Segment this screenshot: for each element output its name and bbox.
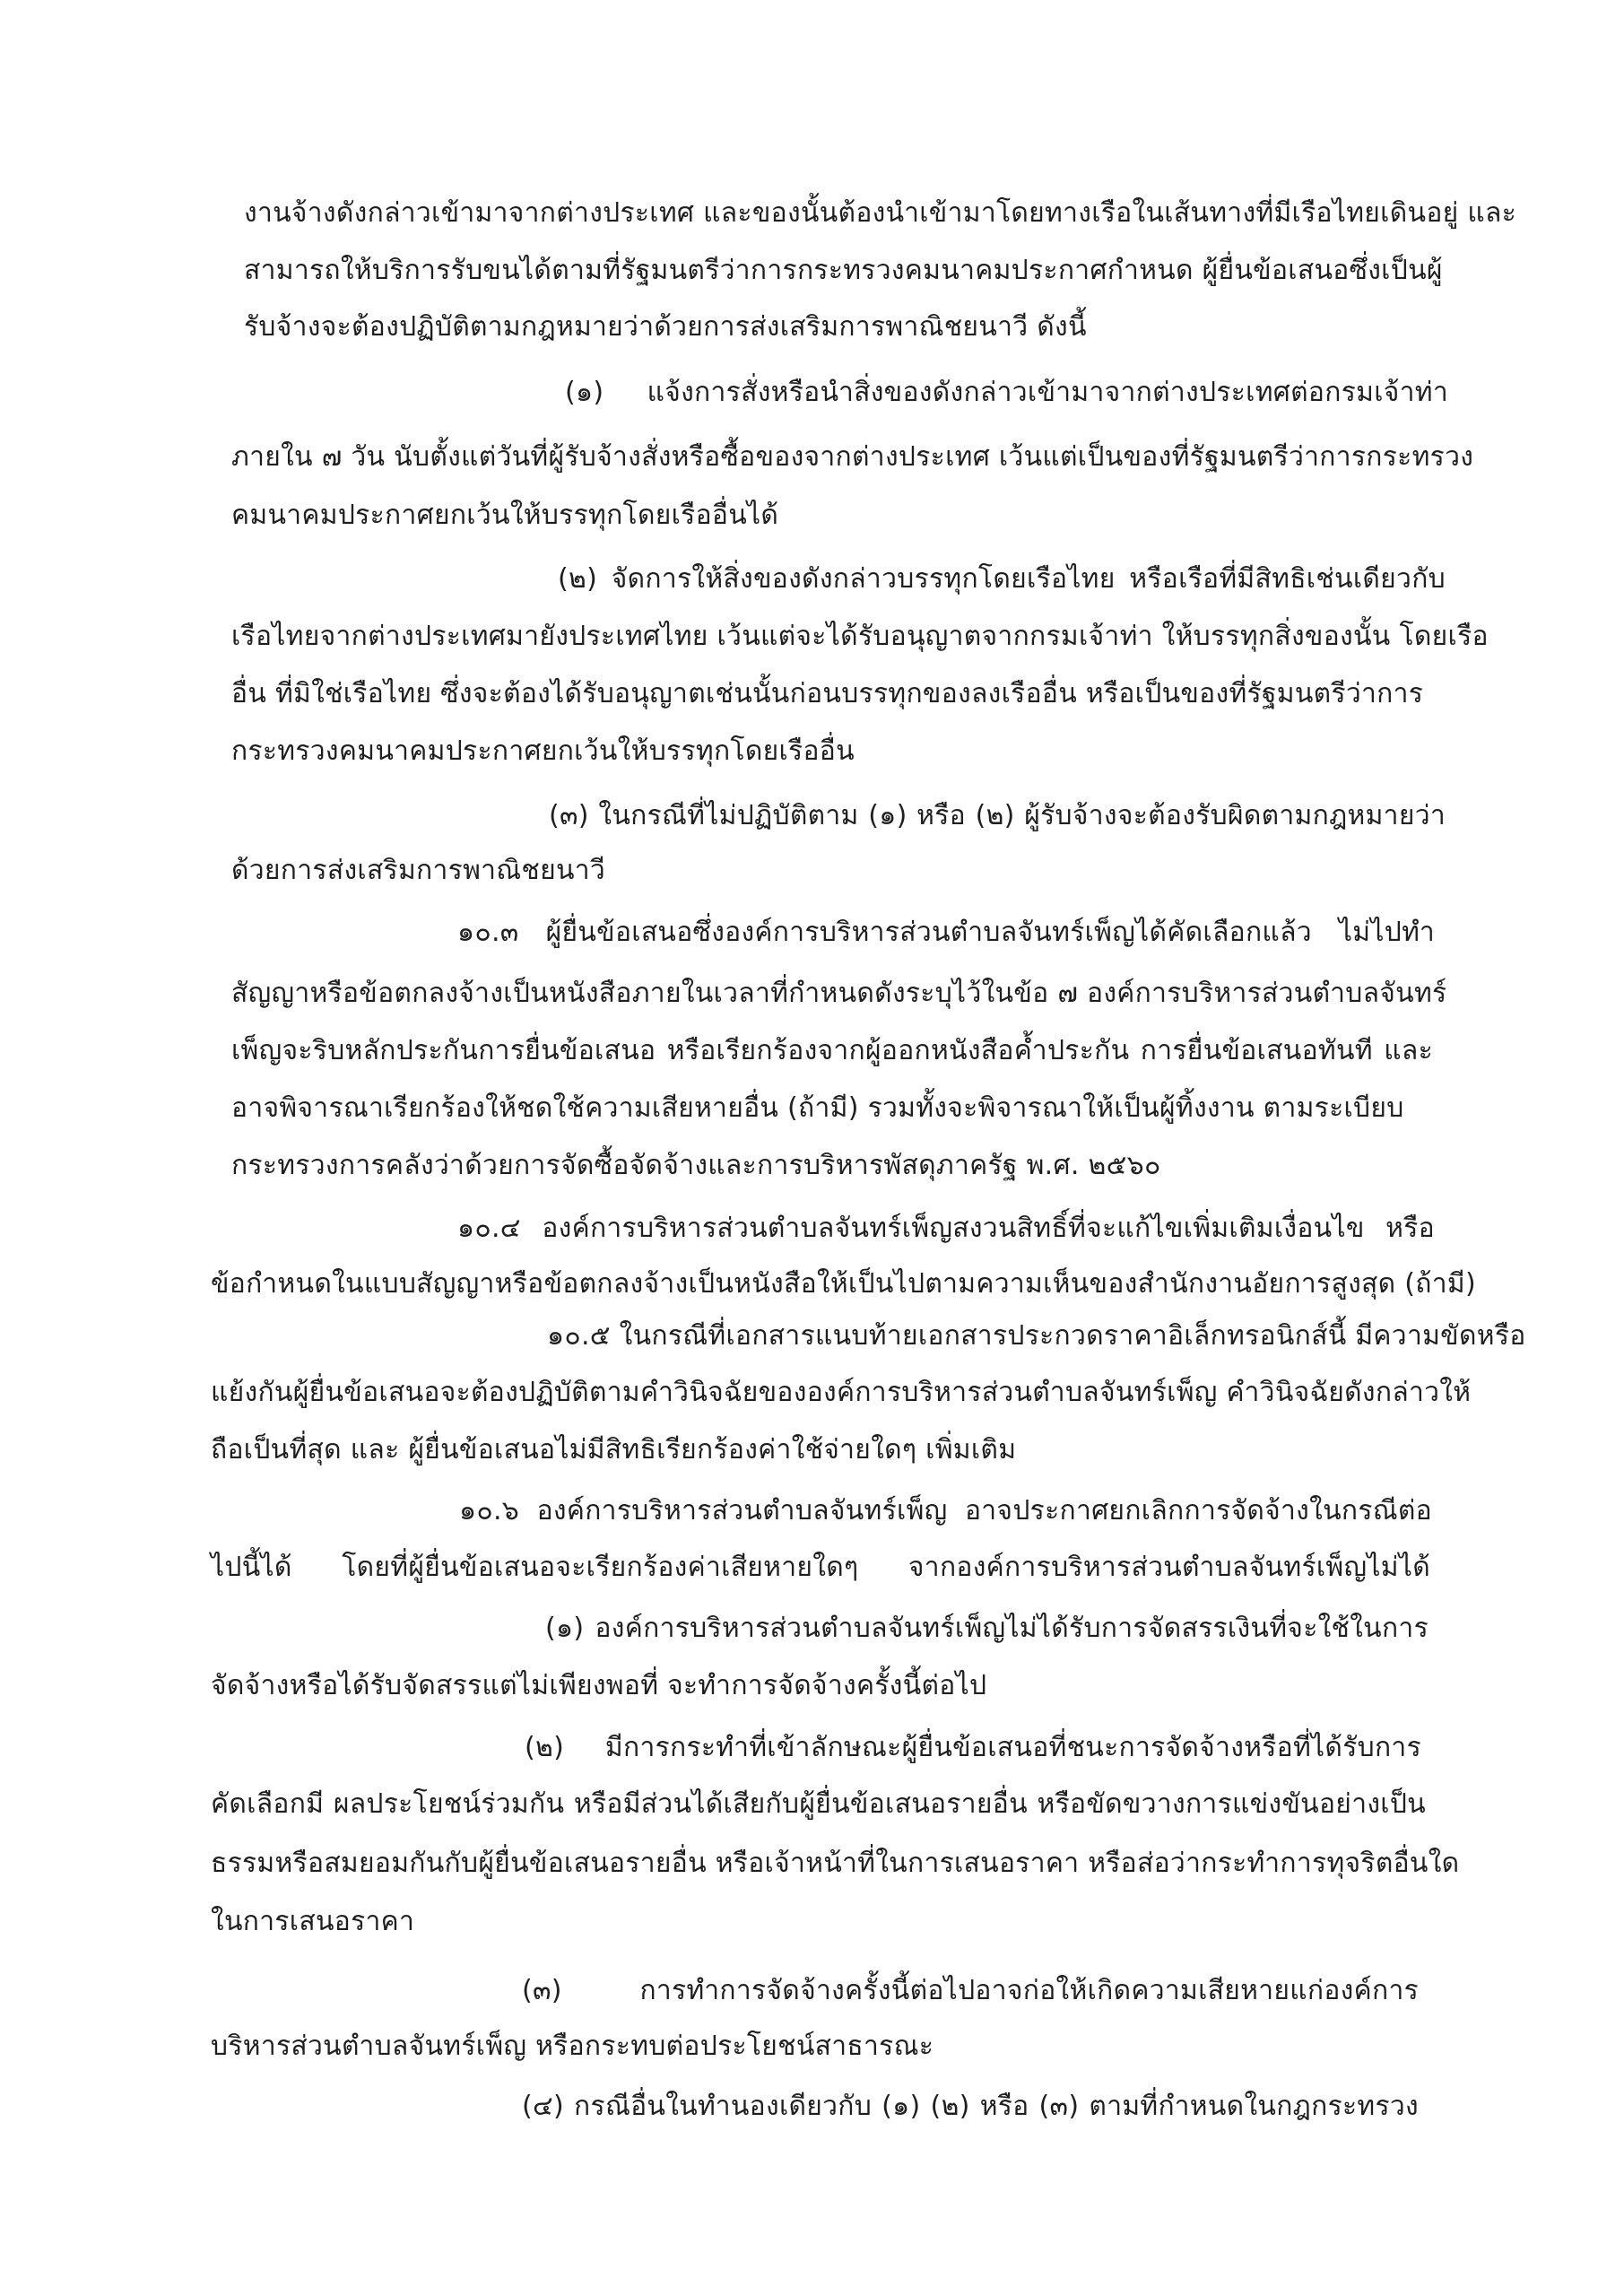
text-line: แย้งกันผู้ยื่นข้อเสนอจะต้องปฏิบัติตามคำวินิจฉัยขององค์การบริหารส่วนตำบลจันทร์เพ็ญ คำวินิจฉัยดังกล่าวให้ (211, 1377, 1472, 1408)
text-line: ด้วยการส่งเสริมการพาณิชยนาวี (231, 855, 606, 886)
text-line: เรือไทยจากต่างประเทศมายังประเทศไทย เว้นแต่จะได้รับอนุญาตจากกรมเจ้าท่า ให้บรรทุกสิ่งของนั้น โดยเรือ (231, 621, 1489, 652)
text-line: ๑๐.๖ องค์การบริหารส่วนตำบลจันทร์เพ็ญ อาจประกาศยกเลิกการจัดจ้างในกรณีต่อ (459, 1495, 1432, 1526)
text-line: (๓) การทำการจัดจ้างครั้งนี้ต่อไปอาจก่อให้เกิดความเสียหายแก่องค์การ (522, 1975, 1419, 2006)
text-line: ๑๐.๔ องค์การบริหารส่วนตำบลจันทร์เพ็ญสงวนสิทธิ์ที่จะแก้ไขเพิ่มเติมเงื่อนไข หรือ (457, 1213, 1435, 1244)
text-line: (๔) กรณีอื่นในทำนองเดียวกับ (๑) (๒) หรือ (๓) ตามที่กำหนดในกฎกระทรวง (522, 2091, 1419, 2122)
text-line: คัดเลือกมี ผลประโยชน์ร่วมกัน หรือมีส่วนได้เสียกับผู้ยื่นข้อเสนอรายอื่น หรือขัดขวางการแข่งขันอย่างเป็น (211, 1788, 1426, 1820)
text-line: ๑๐.๕ ในกรณีที่เอกสารแนบท้ายเอกสารประกวดราคาอิเล็กทรอนิกส์นี้ มีความขัดหรือ (547, 1320, 1526, 1352)
text-line: ในการเสนอราคา (211, 1906, 415, 1937)
text-line: สัญญาหรือข้อตกลงจ้างเป็นหนังสือภายในเวลาที่กำหนดดังระบุไว้ในข้อ ๗ องค์การบริหารส่วนตำบลจันทร์ (231, 978, 1447, 1009)
text-line: ธรรมหรือสมยอมกันกับผู้ยื่นข้อเสนอรายอื่น หรือเจ้าหน้าที่ในการเสนอราคา หรือส่อว่ากระทำการทุจริตอื่นใด (211, 1848, 1460, 1879)
text-line: เพ็ญจะริบหลักประกันการยื่นข้อเสนอ หรือเรียกร้องจากผู้ออกหนังสือค้ำประกัน การยื่นข้อเสนอทันที และ (231, 1035, 1433, 1066)
text-line: อื่น ที่มิใช่เรือไทย ซึ่งจะต้องได้รับอนุญาตเช่นนั้นก่อนบรรทุกของลงเรืออื่น หรือเป็นของที่รัฐมนตรีว่าการ (231, 678, 1424, 709)
text-line: (๑) องค์การบริหารส่วนตำบลจันทร์เพ็ญไม่ได้รับการจัดสรรเงินที่จะใช้ในการ (545, 1613, 1429, 1644)
text-line: (๓) ในกรณีที่ไม่ปฏิบัติตาม (๑) หรือ (๒) ผู้รับจ้างจะต้องรับผิดตามกฎหมายว่า (549, 800, 1446, 831)
text-line: (๒) จัดการให้สิ่งของดังกล่าวบรรทุกโดยเรือไทย หรือเรือที่มีสิทธิเช่นเดียวกับ (558, 563, 1446, 595)
text-line: สามารถให้บริการรับขนได้ตามที่รัฐมนตรีว่าการกระทรวงคมนาคมประกาศกำหนด ผู้ยื่นข้อเสนอซึ่งเป็นผู้ (244, 255, 1443, 286)
text-line: รับจ้างจะต้องปฏิบัติตามกฎหมายว่าด้วยการส่งเสริมการพาณิชยนาวี ดังนี้ (244, 311, 1087, 343)
text-line: ไปนี้ได้ โดยที่ผู้ยื่นข้อเสนอจะเรียกร้องค่าเสียหายใดๆ จากองค์การบริหารส่วนตำบลจันทร์เพ็ญไม่ได้ (211, 1552, 1430, 1583)
text-line: ข้อกำหนดในแบบสัญญาหรือข้อตกลงจ้างเป็นหนังสือให้เป็นไปตามความเห็นของสำนักงานอัยการสูงสุด (ถ้ามี) (211, 1268, 1476, 1300)
text-line: คมนาคมประกาศยกเว้นให้บรรทุกโดยเรืออื่นได้ (231, 500, 779, 531)
text-line: กระทรวงคมนาคมประกาศยกเว้นให้บรรทุกโดยเรืออื่น (231, 735, 855, 767)
text-line: ภายใน ๗ วัน นับตั้งแต่วันที่ผู้รับจ้างสั่งหรือซื้อของจากต่างประเทศ เว้นแต่เป็นของที่รัฐมนตรีว่าการกระทรวง (231, 441, 1474, 473)
text-line: ๑๐.๓ ผู้ยื่นข้อเสนอซึ่งองค์การบริหารส่วนตำบลจันทร์เพ็ญได้คัดเลือกแล้ว ไม่ไปทำ (457, 917, 1435, 948)
text-line: อาจพิจารณาเรียกร้องให้ชดใช้ความเสียหายอื่น (ถ้ามี) รวมทั้งจะพิจารณาให้เป็นผู้ทิ้งงาน ตามระเบียบ (231, 1092, 1404, 1124)
text-line: (๒) มีการกระทำที่เข้าลักษณะผู้ยื่นข้อเสนอที่ชนะการจัดจ้างหรือที่ได้รับการ (525, 1732, 1421, 1763)
text-line: จัดจ้างหรือได้รับจัดสรรแต่ไม่เพียงพอที่ จะทำการจัดจ้างครั้งนี้ต่อไป (211, 1670, 987, 1701)
text-line: (๑) แจ้งการสั่งหรือนำสิ่งของดังกล่าวเข้ามาจากต่างประเทศต่อกรมเจ้าท่า (565, 377, 1448, 408)
text-line: กระทรวงการคลังว่าด้วยการจัดซื้อจัดจ้างและการบริหารพัสดุภาครัฐ พ.ศ. ๒๕๖๐ (231, 1150, 1161, 1181)
text-line: งานจ้างดังกล่าวเข้ามาจากต่างประเทศ และของนั้นต้องนำเข้ามาโดยทางเรือในเส้นทางที่มีเรือไทยเดินอยู่ และ (244, 197, 1517, 229)
text-line: ถือเป็นที่สุด และ ผู้ยื่นข้อเสนอไม่มีสิทธิเรียกร้องค่าใช้จ่ายใดๆ เพิ่มเติม (211, 1434, 1017, 1465)
text-line: บริหารส่วนตำบลจันทร์เพ็ญ หรือกระทบต่อประโยชน์สาธารณะ (211, 2031, 934, 2062)
